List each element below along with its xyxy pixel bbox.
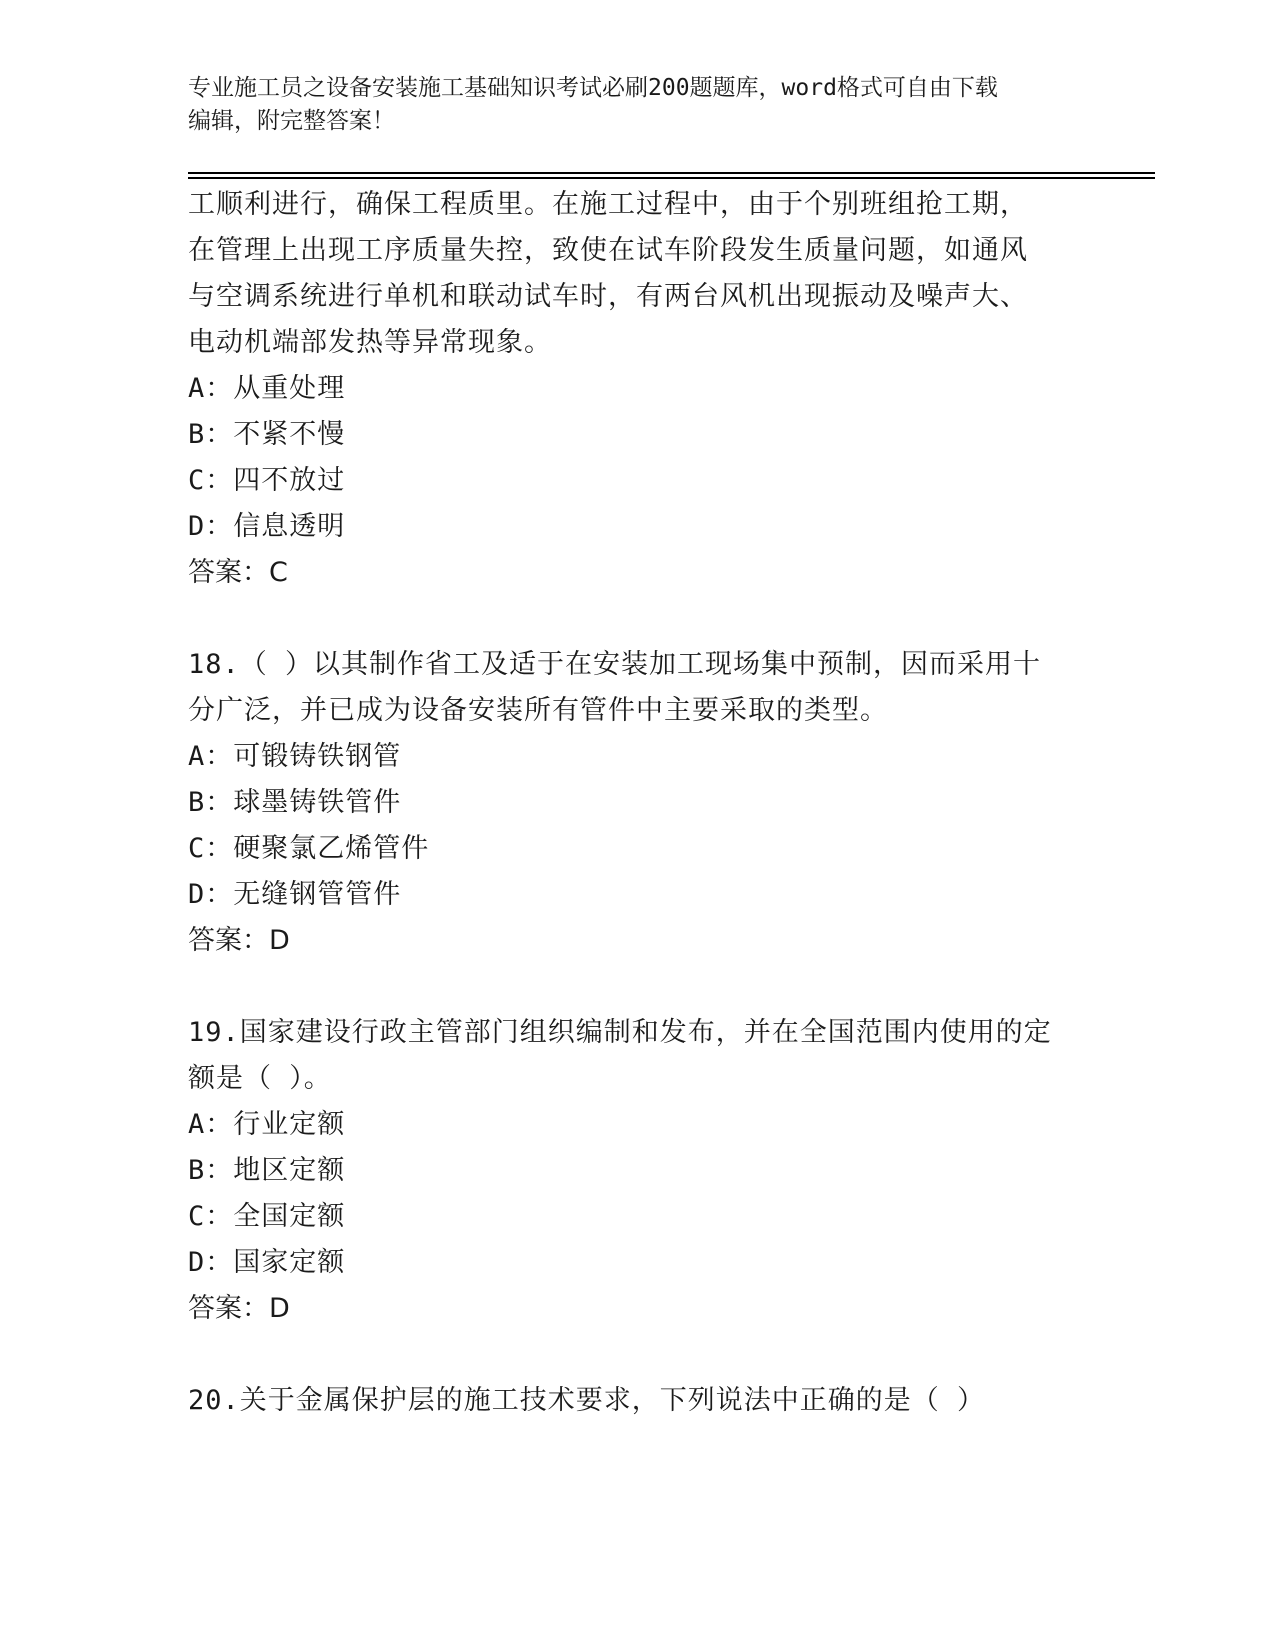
option-b: B：地区定额 [188, 1155, 346, 1186]
spacer [188, 964, 1088, 1010]
spacer [188, 1332, 1088, 1378]
question-stem-line: 20.关于金属保护层的施工技术要求，下列说法中正确的是（ ） [188, 1385, 986, 1416]
question-18 [188, 642, 1088, 964]
question-list [188, 182, 1088, 1424]
answer-line: 答案：D [188, 925, 290, 956]
question-stem-line: 工顺利进行，确保工程质里。在施工过程中，由于个别班组抢工期， [188, 189, 1028, 220]
option-d: D：信息透明 [188, 511, 346, 542]
option-c: C：全国定额 [188, 1201, 346, 1232]
header-title-line-2: 编辑，附完整答案！ [188, 108, 395, 134]
question-17 [188, 182, 1088, 596]
question-stem-line: 与空调系统进行单机和联动试车时，有两台风机出现振动及噪声大、 [188, 281, 1028, 312]
document-header [188, 72, 1088, 138]
question-stem-line: 分广泛，并已成为设备安装所有管件中主要采取的类型。 [188, 695, 888, 726]
option-a: A：从重处理 [188, 373, 346, 404]
option-b: B：球墨铸铁管件 [188, 787, 402, 818]
answer-line: 答案：C [188, 557, 288, 588]
option-c: C：四不放过 [188, 465, 346, 496]
header-rule-bottom [188, 177, 1155, 179]
option-c: C：硬聚氯乙烯管件 [188, 833, 430, 864]
question-19 [188, 1010, 1088, 1332]
question-stem-line: 在管理上出现工序质量失控，致使在试车阶段发生质量问题，如通风 [188, 235, 1028, 266]
question-20 [188, 1378, 1088, 1424]
question-stem-line: 额是（ ）。 [188, 1063, 332, 1094]
answer-line: 答案：D [188, 1293, 290, 1324]
option-a: A：行业定额 [188, 1109, 346, 1140]
option-a: A：可锻铸铁钢管 [188, 741, 402, 772]
question-stem-line: 18.（ ）以其制作省工及适于在安装加工现场集中预制，因而采用十 [188, 649, 1042, 680]
option-b: B：不紧不慢 [188, 419, 346, 450]
option-d: D：国家定额 [188, 1247, 346, 1278]
option-d: D：无缝钢管管件 [188, 879, 402, 910]
header-title-line-1: 专业施工员之设备安装施工基础知识考试必刷200题题库，word格式可自由下载 [188, 75, 998, 101]
header-rule-top [188, 172, 1155, 174]
spacer [188, 596, 1088, 642]
question-stem-line: 电动机端部发热等异常现象。 [188, 327, 552, 358]
question-stem-line: 19.国家建设行政主管部门组织编制和发布，并在全国范围内使用的定 [188, 1017, 1052, 1048]
